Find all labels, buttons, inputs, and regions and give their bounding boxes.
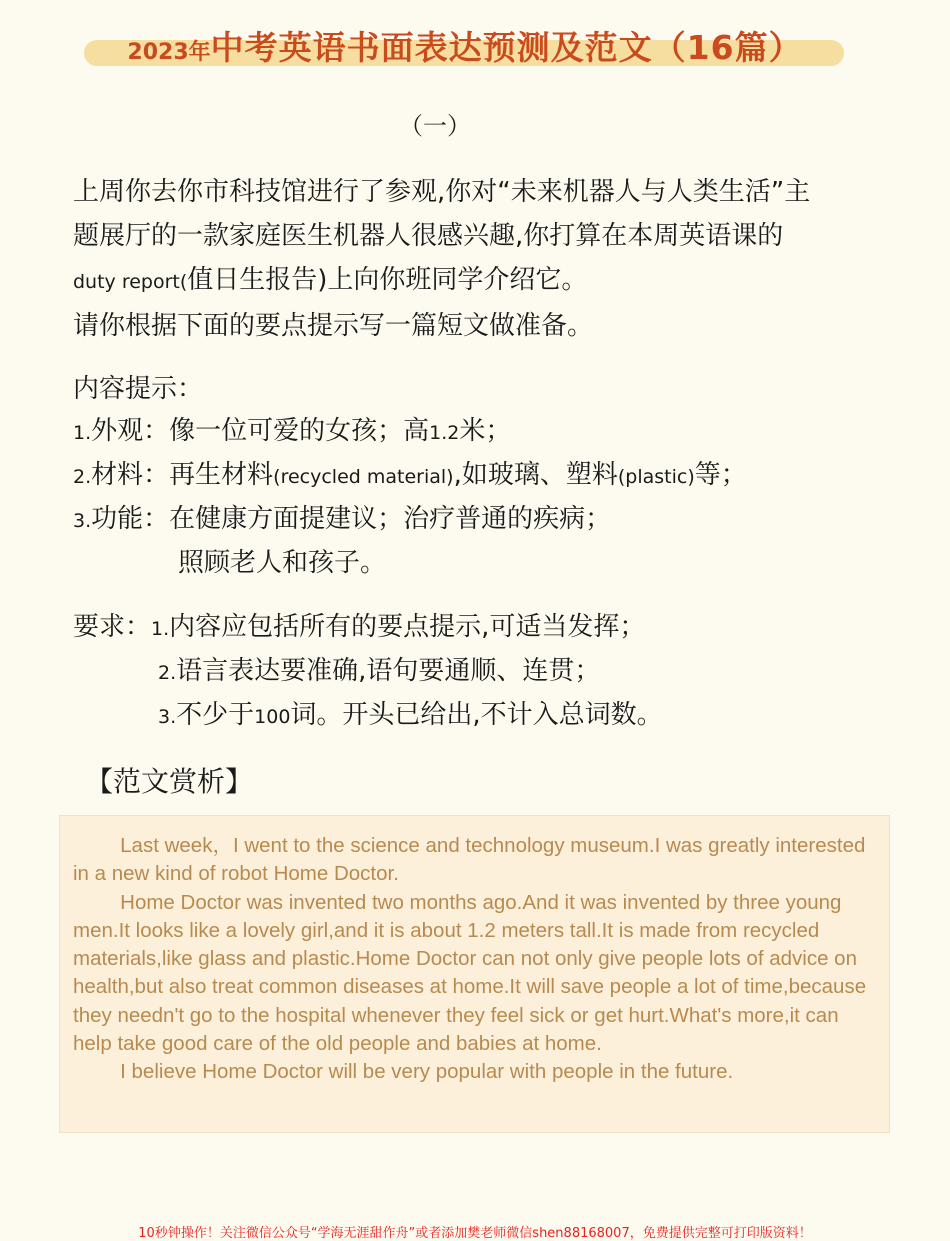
- essay-paragraph: Home Doctor was invented two months ago.And it was invented by three young men.It looks like a lovely girl,and it is about 1.2 meters tall.It is made from recycled materials,like glass and plastic.Home Doctor can not only give people lots of advice on health,but also treat common diseases at home.It will save people a lot of time,because they needn't go to the hospital whenever they feel sick or get hurt.What's more,it can help take good care of the old people and babies at home.: [73, 890, 867, 1056]
- prompt-line: 请你根据下面的要点提示写一篇短文做准备。: [73, 311, 594, 341]
- requirement-item: 要求：1.内容应包括所有的要点提示,可适当发挥；: [73, 612, 646, 642]
- hints-heading: 内容提示：: [73, 374, 204, 404]
- model-essay-box: [59, 815, 890, 1133]
- prompt-line: 上周你去你市科技馆进行了参观,你对“未来机器人与人类生活”主: [73, 177, 811, 207]
- requirement-item: 2.语言表达要准确,语句要通顺、连贯；: [158, 656, 601, 686]
- essay-paragraph: I believe Home Doctor will be very popular with people in the future.: [120, 1060, 734, 1084]
- section-number: （一）: [399, 112, 471, 140]
- title-year: 2023年: [127, 40, 211, 65]
- prompt-text: 值日生报告)上向你班同学介绍它。: [187, 265, 588, 295]
- requirement-item: 3.不少于100词。开头已给出,不计入总词数。: [158, 700, 663, 730]
- prompt-latin: duty report(: [73, 271, 188, 293]
- hint-item: 3.功能：在健康方面提建议；治疗普通的疾病；: [73, 504, 612, 534]
- analysis-heading: 【范文赏析】: [85, 765, 254, 798]
- page-title: [80, 22, 850, 69]
- hint-item-continued: 照顾老人和孩子。: [178, 548, 387, 578]
- title-banner: [80, 18, 850, 72]
- title-main: 中考英语书面表达预测及范文（16篇）: [210, 28, 803, 67]
- task-prompt: [73, 170, 810, 348]
- requirements: [73, 606, 663, 738]
- content-hints: [73, 368, 747, 584]
- hint-item: 2.材料：再生材料(recycled material),如玻璃、塑料(plastic)等；: [73, 460, 747, 490]
- footer-notice: 10秒钟操作！关注微信公众号“学海无涯甜作舟”或者添加樊老师微信shen88168007，免费提供完整可打印版资料！: [138, 1226, 812, 1241]
- prompt-line: [73, 258, 810, 304]
- essay-paragraph: Last week，I went to the science and technology museum.I was greatly interested in a new kind of robot Home Doctor.: [73, 834, 866, 886]
- requirements-label: 要求：: [73, 612, 152, 642]
- hint-item: 1.外观：像一位可爱的女孩；高1.2米；: [73, 416, 512, 446]
- prompt-line: 题展厅的一款家庭医生机器人很感兴趣,你打算在本周英语课的: [73, 221, 784, 251]
